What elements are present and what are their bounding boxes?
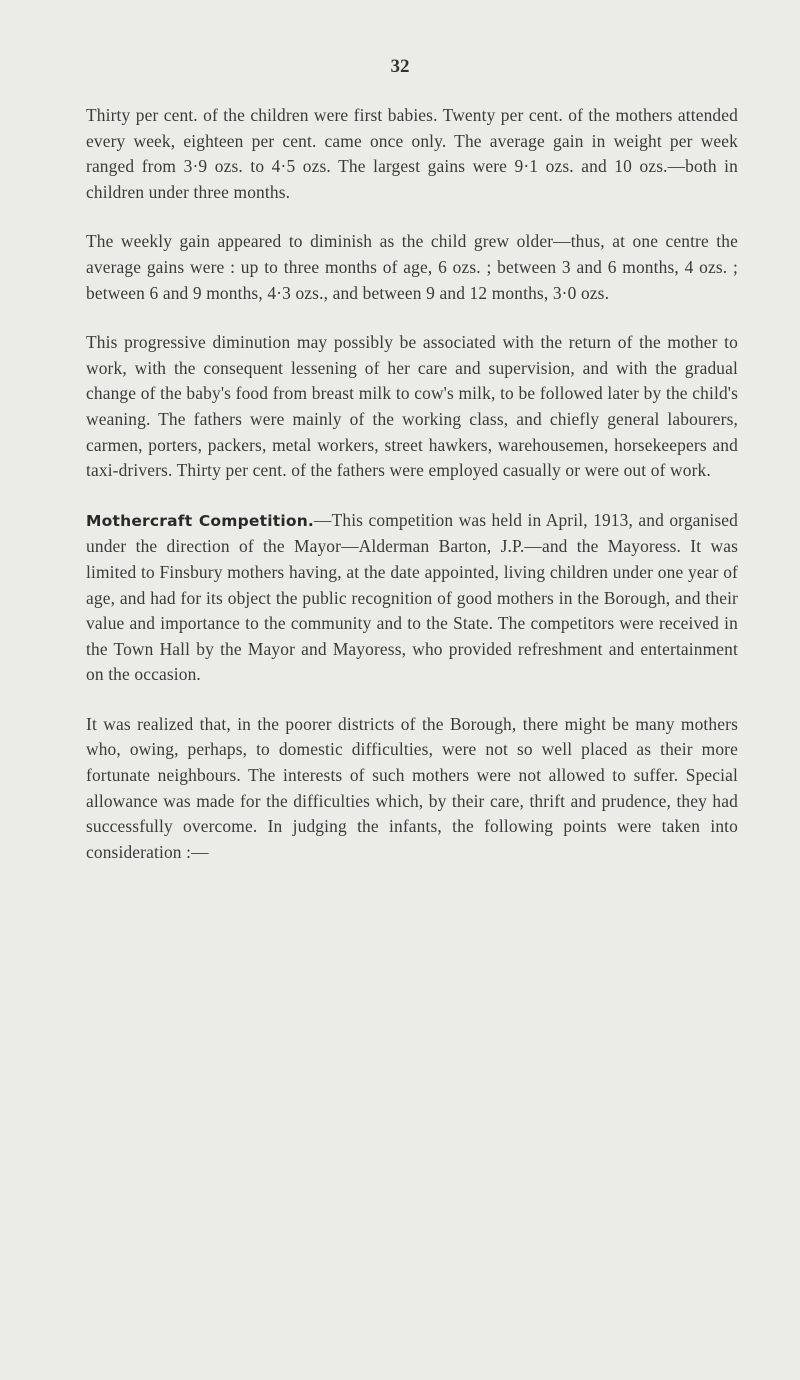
paragraph-progressive-diminution xyxy=(86,330,738,484)
paragraph-first-babies xyxy=(86,103,738,205)
paragraph-poorer-districts xyxy=(86,712,738,866)
paragraph-weekly-gain xyxy=(86,229,738,306)
paragraph-text: The weekly gain appeared to diminish as the child grew older—thus, at one centre the average gains were : up to three months of age, 6 ozs. ; between 3 and 6 months, 4 ozs. ; between 6 and 9 months, 4·3 ozs., and between 9 and 12 months, 3·0 ozs. xyxy=(86,231,738,303)
paragraph-text: It was realized that, in the poorer districts of the Borough, there might be many mothers who, owing, perhaps, to domestic difficulties, were not so well placed as their more fortunate neighbours. The interests of such mothers were not allowed to suffer. Special allowance was made for the difficulties which, by their care, thrift and prudence, they had successfully overcome. In judging the infants, the following points were taken into consideration :— xyxy=(86,713,738,862)
section-heading: Mothercraft Competition. xyxy=(86,511,315,530)
body-text xyxy=(86,103,738,889)
paragraph-text: —This competition was held in April, 1913, and organised under the direction of the Mayor—Alderman Barton, J.P.—and the Mayoress. It was limited to Finsbury mothers having, at the date appointed, living children under one year of age, and had for its object the public recognition of good mothers in the Borough, and their value and importance to the community and to the State. The competitors were received in the Town Hall by the Mayor and Mayoress, who provided refreshment and entertainment on the occasion. xyxy=(86,509,738,685)
page-number: 32 xyxy=(390,56,410,77)
paragraph-mothercraft-competition xyxy=(86,508,738,688)
paragraph-text: This progressive diminution may possibly be associated with the return of the mother to work, with the consequent lessening of her care and supervision, and with the gradual change of the baby's food from breast milk to cow's milk, to be followed later by the child's weaning. The fathers were mainly of the working class, and chiefly general labourers, carmen, porters, packers, metal workers, street hawkers, warehousemen, horsekeepers and taxi-drivers. Thirty per cent. of the fathers were employed casually or were out of work. xyxy=(86,332,738,481)
paragraph-text: Thirty per cent. of the children were first babies. Twenty per cent. of the mothers attended every week, eighteen per cent. came once only. The average gain in weight per week ranged from 3·9 ozs. to 4·5 ozs. The largest gains were 9·1 ozs. and 10 ozs.—both in children under three months. xyxy=(86,105,738,202)
